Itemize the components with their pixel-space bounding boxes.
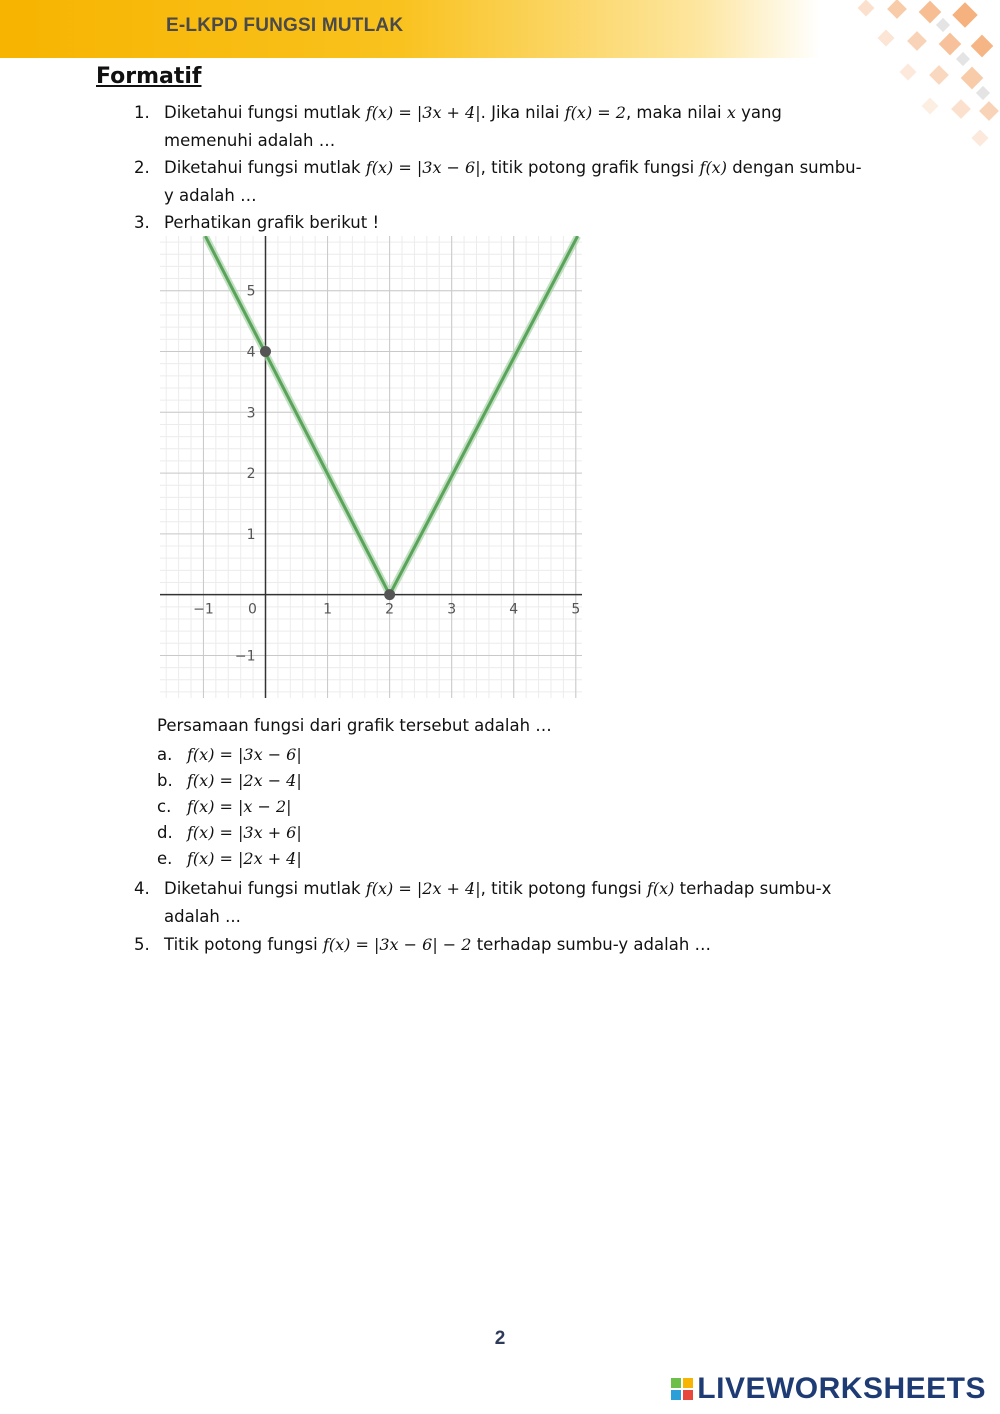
option-expression: f(x) = |x − 2| xyxy=(187,797,292,816)
x-tick-label: −1 xyxy=(193,601,214,618)
question-number: 4. xyxy=(134,879,150,898)
question-text: , titik potong fungsi xyxy=(480,879,647,898)
option-letter: e. xyxy=(157,849,173,868)
y-tick-label: 2 xyxy=(246,466,256,483)
option-c[interactable] xyxy=(157,797,292,816)
absolute-value-graph xyxy=(160,236,582,698)
x-tick-label: 5 xyxy=(571,601,581,618)
option-letter: d. xyxy=(157,823,173,842)
y-tick-label: 4 xyxy=(246,344,256,361)
x-tick-label: 2 xyxy=(385,601,395,618)
math-expression: f(x) = |3x − 6| xyxy=(365,158,481,177)
math-expression: f(x) = |2x + 4| xyxy=(365,879,481,898)
page-number: 2 xyxy=(494,1328,506,1349)
y-tick-label: 3 xyxy=(246,405,256,422)
x-tick-label: 4 xyxy=(509,601,519,618)
question-text: Diketahui fungsi mutlak xyxy=(164,103,366,122)
option-letter: a. xyxy=(157,745,173,764)
question-text: , titik potong grafik fungsi xyxy=(480,158,700,177)
option-d[interactable] xyxy=(157,823,302,842)
question-text: adalah ... xyxy=(164,907,241,926)
minor-gridlines xyxy=(160,236,582,698)
option-expression: f(x) = |2x + 4| xyxy=(187,849,302,868)
header-title: E-LKPD FUNGSI MUTLAK xyxy=(166,15,404,36)
axes xyxy=(160,236,582,698)
option-a[interactable] xyxy=(157,745,302,764)
question-text: yang xyxy=(735,103,782,122)
question-text: , maka nilai xyxy=(625,103,727,122)
question-text: y adalah … xyxy=(164,186,257,205)
brand-logo[interactable] xyxy=(671,1372,986,1406)
question-number: 5. xyxy=(134,935,150,954)
data-point xyxy=(384,589,395,600)
math-expression: x xyxy=(726,103,736,122)
math-expression: f(x) = |3x + 4| xyxy=(365,103,481,122)
option-letter: c. xyxy=(157,797,172,816)
question-text: dengan sumbu- xyxy=(726,158,862,177)
question-text: Diketahui fungsi mutlak xyxy=(164,879,366,898)
brand-name: LIVEWORKSHEETS xyxy=(697,1372,986,1405)
x-tick-label: 0 xyxy=(248,601,257,618)
question-text: Titik potong fungsi xyxy=(164,935,323,954)
option-letter: b. xyxy=(157,771,173,790)
series xyxy=(205,236,577,595)
option-expression: f(x) = |3x − 6| xyxy=(187,745,302,764)
y-tick-label: 1 xyxy=(246,526,256,543)
y-tick-label: −1 xyxy=(234,648,256,665)
question-number: 2. xyxy=(134,158,150,177)
question-text: Perhatikan grafik berikut ! xyxy=(164,213,380,232)
x-tick-label: 3 xyxy=(447,601,457,618)
question-text: terhadap sumbu-y adalah … xyxy=(471,935,712,954)
series-line xyxy=(205,236,577,595)
section-title: Formatif xyxy=(96,64,202,89)
liveworksheets-logo-icon xyxy=(671,1378,693,1400)
option-e[interactable] xyxy=(157,849,302,868)
question-number: 1. xyxy=(134,103,150,122)
math-expression: f(x) xyxy=(699,158,727,177)
option-expression: f(x) = |2x − 4| xyxy=(187,771,302,790)
option-b[interactable] xyxy=(157,771,302,790)
math-expression: f(x) = |3x − 6| − 2 xyxy=(322,935,472,954)
series-line-glow xyxy=(205,236,577,595)
major-gridlines xyxy=(160,236,582,698)
question-text: terhadap sumbu-x xyxy=(674,879,832,898)
question-text: memenuhi adalah … xyxy=(164,131,336,150)
question-number: 3. xyxy=(134,213,150,232)
math-expression: f(x) = 2 xyxy=(564,103,626,122)
data-point xyxy=(260,346,271,357)
option-expression: f(x) = |3x + 6| xyxy=(187,823,302,842)
q3-prompt: Persamaan fungsi dari grafik tersebut adalah … xyxy=(157,716,552,735)
question-text: . Jika nilai xyxy=(480,103,565,122)
x-tick-label: 1 xyxy=(323,601,333,618)
y-tick-label: 5 xyxy=(246,283,256,300)
question-text: Diketahui fungsi mutlak xyxy=(164,158,366,177)
math-expression: f(x) xyxy=(646,879,675,898)
